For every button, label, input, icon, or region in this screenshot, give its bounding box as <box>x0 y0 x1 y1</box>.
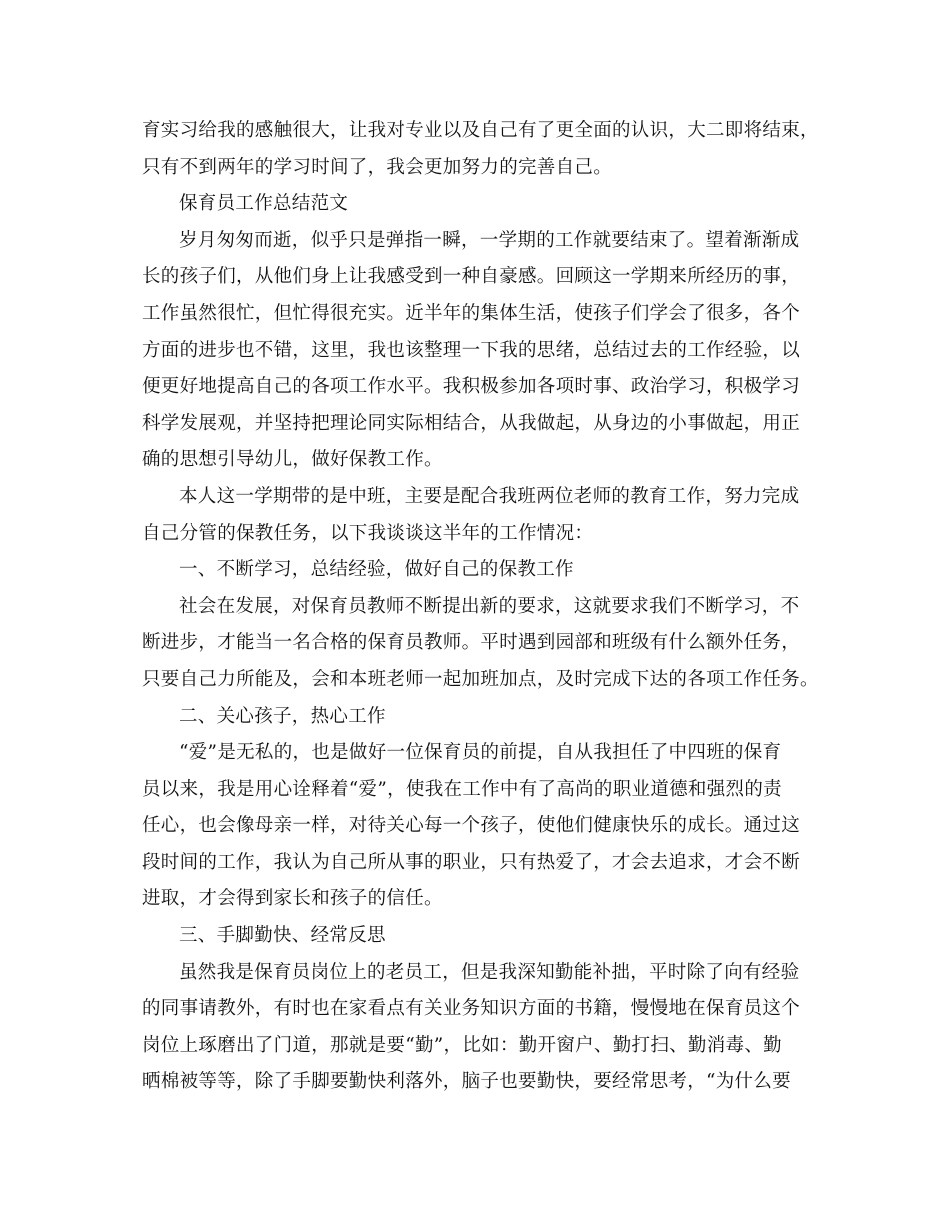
section-heading: 二、关心孩子，热心工作 <box>179 705 386 727</box>
text-line: 只要自己力所能及，会和本班老师一起加班加点，及时完成下达的各项工作任务。 <box>142 668 819 690</box>
text-line: 自己分管的保教任务，以下我谈谈这半年的工作情况： <box>142 522 594 544</box>
text-line: 段时间的工作，我认为自己所从事的职业，只有热爱了，才会去追求，才会不断 <box>142 851 801 873</box>
text-line: 断进步，才能当一名合格的保育员教师。平时遇到园部和班级有什么额外任务， <box>142 632 801 654</box>
text-line: 方面的进步也不错，这里，我也该整理一下我的思绪，总结过去的工作经验，以 <box>142 339 801 361</box>
text-line: 员以来，我是用心诠释着“爱”，使我在工作中有了高尚的职业道德和强烈的责 <box>142 778 782 800</box>
text-line: 工作虽然很忙，但忙得很充实。近半年的集体生活，使孩子们学会了很多，各个 <box>142 302 801 324</box>
section-heading: 一、不断学习，总结经验，做好自己的保教工作 <box>179 559 574 581</box>
text-line: 确的思想引导幼儿，做好保教工作。 <box>142 449 443 471</box>
document-body <box>142 113 819 1101</box>
text-line: 科学发展观，并坚持把理论同实际相结合，从我做起，从身边的小事做起，用正 <box>142 412 801 434</box>
text-line: 便更好地提高自己的各项工作水平。我积极参加各项时事、政治学习，积极学习 <box>142 376 801 398</box>
text-line: 育实习给我的感触很大，让我对专业以及自己有了更全面的认识，大二即将结束， <box>142 120 819 141</box>
text-line: 岗位上琢磨出了门道，那就是要“勤”，比如：勤开窗户、勤打扫、勤消毒、勤 <box>142 1034 782 1056</box>
paragraph-start: 本人这一学期带的是中班，主要是配合我班两位老师的教育工作，努力完成 <box>179 485 800 507</box>
text-line: 的同事请教外，有时也在家看点有关业务知识方面的书籍，慢慢地在保育员这个 <box>142 998 801 1020</box>
paragraph-start: 社会在发展，对保育员教师不断提出新的要求，这就要求我们不断学习，不 <box>179 595 800 617</box>
paragraph-start: 虽然我是保育员岗位上的老员工，但是我深知勤能补拙，平时除了向有经验 <box>179 961 800 983</box>
section-title: 保育员工作总结范文 <box>179 193 349 215</box>
text-line: 进取，才会得到家长和孩子的信任。 <box>142 888 443 910</box>
text-line: 任心，也会像母亲一样，对待关心每一个孩子，使他们健康快乐的成长。通过这 <box>142 815 801 837</box>
section-heading: 三、手脚勤快、经常反思 <box>179 925 386 947</box>
paragraph-start: “爱”是无私的，也是做好一位保育员的前提，自从我担任了中四班的保育 <box>179 742 782 764</box>
paragraph-start: 岁月匆匆而逝，似乎只是弹指一瞬，一学期的工作就要结束了。望着渐渐成 <box>179 229 800 251</box>
text-line: 长的孩子们，从他们身上让我感受到一种自豪感。回顾这一学期来所经历的事， <box>142 266 801 288</box>
text-line: 只有不到两年的学习时间了，我会更加努力的完善自己。 <box>142 156 613 178</box>
text-line: 晒棉被等等，除了手脚要勤快利落外，脑子也要勤快，要经常思考，“为什么要 <box>142 1071 791 1093</box>
